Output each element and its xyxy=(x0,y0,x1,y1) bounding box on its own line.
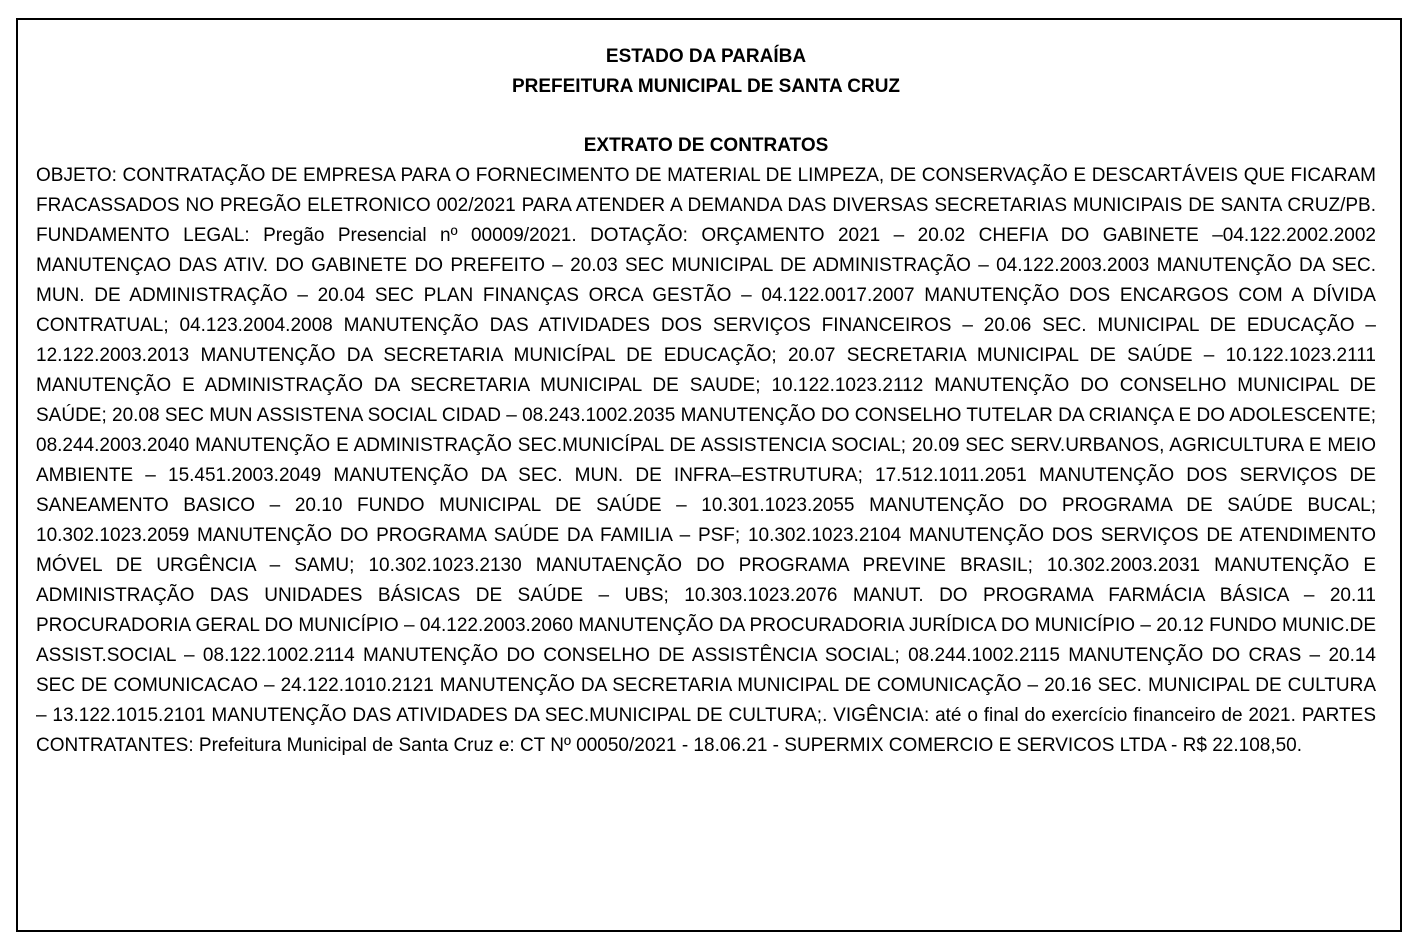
municipality-heading: PREFEITURA MUNICIPAL DE SANTA CRUZ xyxy=(511,76,901,97)
heading-spacer xyxy=(36,102,1376,131)
document-content xyxy=(36,42,1376,761)
state-heading: ESTADO DA PARAÍBA xyxy=(605,46,807,67)
section-title: EXTRATO DE CONTRATOS xyxy=(583,135,829,156)
document-frame xyxy=(16,18,1402,932)
contract-extract-body: OBJETO: CONTRATAÇÃO DE EMPRESA PARA O FORNECIMENTO DE MATERIAL DE LIMPEZA, DE CONSERVAÇÃO E DESCARTÁVEIS QUE FICARAM FRACASSADOS NO PREGÃO ELETRONICO 002/2021 PARA ATENDER A DEMANDA DAS DIVERSAS SECRETARIAS MUNICIPAIS DE SANTA CRUZ/PB. FUNDAMENTO LEGAL: Pregão Presencial nº 00009/2021. DOTAÇÃO: ORÇAMENTO 2021 – 20.02 CHEFIA DO GABINETE –04.122.2002.2002 MANUTENÇAO DAS ATIV. DO GABINETE DO PREFEITO – 20.03 SEC MUNICIPAL DE ADMINISTRAÇÃO – 04.122.2003.2003 MANUTENÇÃO DA SEC. MUN. DE ADMINISTRAÇÃO – 20.04 SEC PLAN FINANÇAS ORCA GESTÃO – 04.122.0017.2007 MANUTENÇÃO DOS ENCARGOS COM A DÍVIDA CONTRATUAL; 04.123.2004.2008 MANUTENÇÃO DAS ATIVIDADES DOS SERVIÇOS FINANCEIROS – 20.06 SEC. MUNICIPAL DE EDUCAÇÃO – 12.122.2003.2013 MANUTENÇÃO DA SECRETARIA MUNICÍPAL DE EDUCAÇÃO; 20.07 SECRETARIA MUNICIPAL DE SAÚDE – 10.122.1023.2111 MANUTENÇÃO E ADMINISTRAÇÃO DA SECRETARIA MUNICIPAL DE SAUDE; 10.122.1023.2112 MANUTENÇÃO DO CONSELHO MUNICIPAL DE SAÚDE; 20.08 SEC MUN ASSISTENA SOCIAL CIDAD – 08.243.1002.2035 MANUTENÇÃO DO CONSELHO TUTELAR DA CRIANÇA E DO ADOLESCENTE; 08.244.2003.2040 MANUTENÇÃO E ADMINISTRAÇÃO SEC.MUNICÍPAL DE ASSISTENCIA SOCIAL; 20.09 SEC SERV.URBANOS, AGRICULTURA E MEIO AMBIENTE – 15.451.2003.2049 MANUTENÇÃO DA SEC. MUN. DE INFRA–ESTRUTURA; 17.512.1011.2051 MANUTENÇÃO DOS SERVIÇOS DE SANEAMENTO BASICO – 20.10 FUNDO MUNICIPAL DE SAÚDE – 10.301.1023.2055 MANUTENÇÃO DO PROGRAMA DE SAÚDE BUCAL; 10.302.1023.2059 MANUTENÇÃO DO PROGRAMA SAÚDE DA FAMILIA – PSF; 10.302.1023.2104 MANUTENÇÃO DOS SERVIÇOS DE ATENDIMENTO MÓVEL DE URGÊNCIA – SAMU; 10.302.1023.2130 MANUTAENÇÃO DO PROGRAMA PREVINE BRASIL; 10.302.2003.2031 MANUTENÇÃO E ADMINISTRAÇÃO DAS UNIDADES BÁSICAS DE SAÚDE – UBS; 10.303.1023.2076 MANUT. DO PROGRAMA FARMÁCIA BÁSICA – 20.11 PROCURADORIA GERAL DO MUNICÍPIO – 04.122.2003.2060 MANUTENÇÃO DA PROCURADORIA JURÍDICA DO MUNICÍPIO – 20.12 FUNDO MUNIC.DE ASSIST.SOCIAL – 08.122.1002.2114 MANUTENÇÃO DO CONSELHO DE ASSISTÊNCIA SOCIAL; 08.244.1002.2115 MANUTENÇÃO DO CRAS – 20.14 SEC DE COMUNICACAO – 24.122.1010.2121 MANUTENÇÃO DA SECRETARIA MUNICIPAL DE COMUNICAÇÃO – 20.16 SEC. MUNICIPAL DE CULTURA – 13.122.1015.2101 MANUTENÇÃO DAS ATIVIDADES DA SEC.MUNICIPAL DE CULTURA;. VIGÊNCIA: até o final do exercício financeiro de 2021. PARTES CONTRATANTES: Prefeitura Municipal de Santa Cruz e: CT Nº 00050/2021 - 18.06.21 - SUPERMIX COMERCIO E SERVICOS LTDA - R$ 22.108,50. xyxy=(36,165,1376,756)
